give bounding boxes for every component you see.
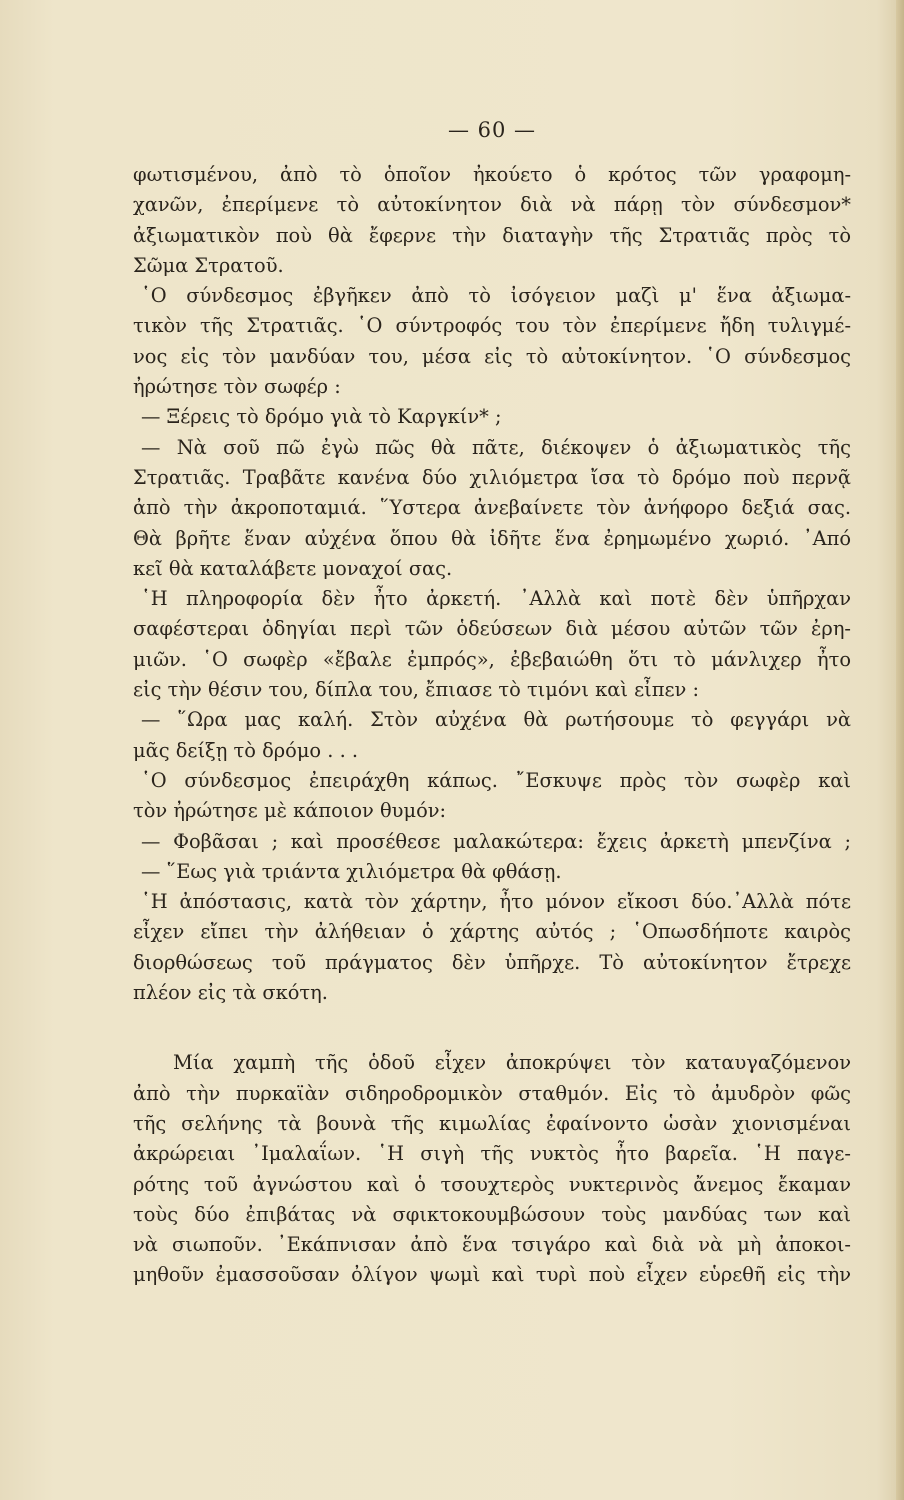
text-line: σαφέστεραι ὁδηγίαι περὶ τῶν ὁδεύσεων διὰ μέσου αὐτῶν τῶν ἐρη- — [133, 617, 851, 641]
text-line: τοὺς δύο ἐπιβάτας νὰ σφικτοκουμβώσουν τοὺς μανδύας των καὶ — [133, 1202, 851, 1226]
text-line: ῾Ο σύνδεσμος ἐπειράχθη κάπως. ῎Εσκυψε πρὸς τὸν σωφὲρ καὶ — [141, 768, 851, 792]
text-line: ἠρώτησε τὸν σωφέρ : — [133, 375, 341, 399]
text-line: τικὸν τῆς Στρατιᾶς. ῾Ο σύντροφός του τὸν ἐπερίμενε ἤδη τυλιγμέ- — [133, 314, 851, 338]
text-line: ἀπὸ τὴν ἀκροποταμιά. ῞Υστερα ἀνεβαίνετε τὸν ἀνήφορο δεξιά σας. — [133, 496, 851, 520]
page-number: — 60 — — [447, 118, 537, 142]
text-line: Στρατιᾶς. Τραβᾶτε κανένα δύο χιλιόμετρα ἴσα τὸ δρόμο ποὺ περνᾷ — [133, 465, 851, 489]
text-line: τῆς σελήνης τὰ βουνὰ τῆς κιμωλίας ἐφαίνοντο ὡσὰν χιονισμέναι — [133, 1111, 851, 1135]
text-line: ῾Η πληροφορία δὲν ἦτο ἀρκετή. ᾿Αλλὰ καὶ ποτὲ δὲν ὑπῆρχαν — [141, 587, 851, 611]
text-line: — ῞Ωρα μας καλή. Στὸν αὐχένα θὰ ρωτήσουμε τὸ φεγγάρι νὰ — [141, 708, 851, 732]
text-line: νος εἰς τὸν μανδύαν του, μέσα εἰς τὸ αὐτοκίνητον. ῾Ο σύνδεσμος — [133, 344, 851, 368]
text-line: — ῞Εως γιὰ τριάντα χιλιόμετρα θὰ φθάσῃ. — [141, 859, 562, 883]
text-line: πλέον εἰς τὰ σκότη. — [133, 981, 328, 1005]
text-line: ἀξιωματικὸν ποὺ θὰ ἔφερνε τὴν διαταγὴν τῆς Στρατιᾶς πρὸς τὸ — [133, 223, 851, 247]
page-edge-shadow — [896, 0, 904, 1500]
text-line: Σῶμα Στρατοῦ. — [133, 253, 284, 277]
text-line: νὰ σιωποῦν. ᾿Εκάπνισαν ἀπὸ ἕνα τσιγάρο καὶ διὰ νὰ μὴ ἀποκοι- — [133, 1233, 851, 1257]
text-line: Μία χαμπὴ τῆς ὁδοῦ εἶχεν ἀποκρύψει τὸν καταυγαζόμενον — [173, 1051, 851, 1075]
text-line: — Ξέρεις τὸ δρόμο γιὰ τὸ Καργκίν* ; — [141, 405, 502, 429]
text-line: χανῶν, ἐπερίμενε τὸ αὐτοκίνητον διὰ νὰ πάρῃ τὸν σύνδεσμον* — [133, 193, 851, 217]
text-line: φωτισμένου, ἀπὸ τὸ ὁποῖον ἠκούετο ὁ κρότος τῶν γραφομη- — [133, 163, 851, 186]
text-line: τὸν ἠρώτησε μὲ κάποιον θυμόν: — [133, 799, 447, 823]
text-line: εἰς τὴν θέσιν του, δίπλα του, ἔπιασε τὸ τιμόνι καὶ εἶπεν : — [133, 678, 700, 702]
text-line: ἀκρώρειαι ᾿Ιμαλαΐων. ῾Η σιγὴ τῆς νυκτὸς ἦτο βαρεῖα. ῾Η παγε- — [133, 1142, 851, 1166]
text-line: ῾Η ἀπόστασις, κατὰ τὸν χάρτην, ἦτο μόνον εἴκοσι δύο.᾿Αλλὰ πότε — [141, 890, 851, 914]
text-line: ῾Ο σύνδεσμος ἐβγῆκεν ἀπὸ τὸ ἰσόγειον μαζὶ μ' ἕνα ἀξιωμα- — [141, 284, 851, 308]
text-line: μᾶς δείξῃ τὸ δρόμο . . . — [133, 738, 359, 762]
text-line: κεῖ θὰ καταλάβετε μοναχοί σας. — [133, 556, 453, 580]
body-text — [133, 160, 851, 1291]
text-line: ἀπὸ τὴν πυρκαϊὰν σιδηροδρομικὸν σταθμόν. Εἰς τὸ ἀμυδρὸν φῶς — [133, 1081, 851, 1105]
text-line: εἶχεν εἴπει τὴν ἀλήθειαν ὁ χάρτης αὐτός ; ῾Οπωσδήποτε καιρὸς — [133, 920, 851, 944]
text-line: μηθοῦν ἐμασσοῦσαν ὀλίγον ψωμὶ καὶ τυρὶ ποὺ εἶχεν εὑρεθῆ εἰς τὴν — [133, 1263, 851, 1287]
text-line: διορθώσεως τοῦ πράγματος δὲν ὑπῆρχε. Τὸ αὐτοκίνητον ἔτρεχε — [133, 950, 851, 974]
text-line: Θὰ βρῆτε ἕναν αὐχένα ὅπου θὰ ἰδῆτε ἕνα ἐρημωμένο χωριό. ᾿Από — [133, 526, 851, 550]
text-line: — Φοβᾶσαι ; καὶ προσέθεσε μαλακώτερα: ἔχεις ἀρκετὴ μπενζίνα ; — [141, 829, 851, 853]
text-line: ρότης τοῦ ἀγνώστου καὶ ὁ τσουχτερὸς νυκτερινὸς ἄνεμος ἔκαμαν — [133, 1172, 851, 1196]
text-line: μιῶν. ῾Ο σωφὲρ «ἔβαλε ἐμπρός», ἐβεβαιώθη ὅτι τὸ μάνλιχερ ἦτο — [133, 647, 851, 671]
text-line: — Νὰ σοῦ πῶ ἐγὼ πῶς θὰ πᾶτε, διέκοψεν ὁ ἀξιωματικὸς τῆς — [141, 435, 851, 459]
